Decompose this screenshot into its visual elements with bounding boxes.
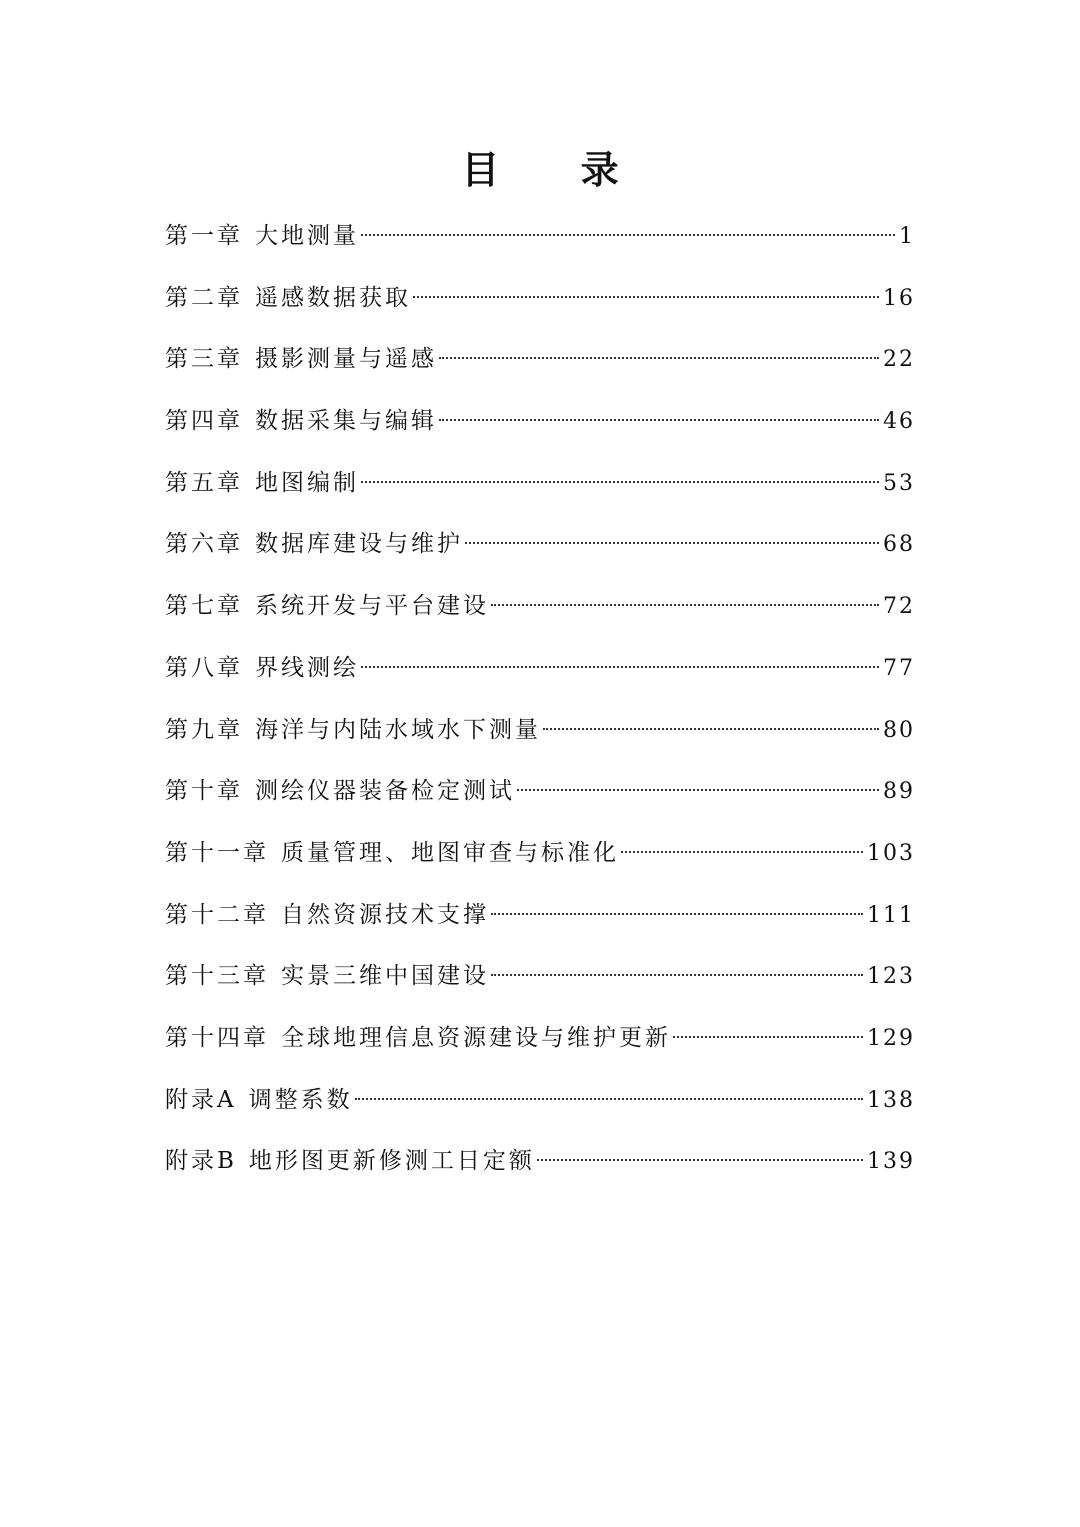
toc-chapter-number: 第二章 [165, 284, 243, 311]
toc-entry-label: 界线测绘 [255, 654, 359, 681]
toc-entry-label: 地图编制 [255, 469, 359, 496]
toc-entry[interactable] [165, 897, 915, 959]
toc-entry-label: 摄影测量与遥感 [255, 346, 437, 373]
dot-leader [361, 234, 895, 236]
toc-chapter-number: 附录A [165, 1086, 237, 1113]
toc-page-number: 1 [899, 224, 915, 249]
toc-entry-label: 全球地理信息资源建设与维护更新 [281, 1024, 671, 1051]
toc-entry-label: 调整系数 [248, 1086, 353, 1113]
dot-leader [491, 913, 863, 915]
toc-page-number: 77 [883, 655, 915, 681]
toc-chapter-number: 第五章 [165, 469, 243, 496]
toc-entry[interactable] [165, 712, 915, 774]
toc-page-number: 68 [883, 532, 915, 558]
toc-chapter-number: 第十章 [165, 778, 243, 805]
dot-leader [543, 728, 879, 730]
toc-chapter-number: 第九章 [165, 716, 243, 743]
toc-entry[interactable] [165, 835, 915, 897]
toc-chapter-number: 第十三章 [165, 963, 269, 990]
dot-leader [537, 1159, 863, 1161]
toc-entry[interactable] [165, 958, 915, 1020]
toc-chapter-number: 第八章 [165, 654, 243, 681]
dot-leader [491, 974, 863, 976]
toc-title: 目 录 [461, 148, 653, 192]
dot-leader [491, 604, 879, 606]
toc-entry-label: 系统开发与平台建设 [255, 593, 489, 620]
toc-entry[interactable] [165, 403, 915, 465]
toc-entry-label: 海洋与内陆水域水下测量 [255, 716, 541, 743]
dot-leader [439, 357, 879, 359]
toc-entry[interactable] [165, 588, 915, 650]
dot-leader [355, 1098, 863, 1100]
toc-chapter-number: 第十二章 [165, 901, 269, 928]
toc-page-number: 129 [867, 1025, 915, 1051]
toc-page-number: 123 [867, 964, 915, 990]
toc-chapter-number: 第四章 [165, 408, 243, 435]
toc-entry[interactable] [165, 1020, 915, 1082]
toc-page-number: 80 [883, 717, 915, 743]
toc-entry-label: 实景三维中国建设 [281, 963, 489, 990]
dot-leader [673, 1036, 863, 1038]
toc-page-number: 111 [867, 902, 915, 928]
toc-entry[interactable] [165, 1082, 915, 1144]
toc-entry-label: 数据库建设与维护 [255, 531, 463, 558]
toc-entry[interactable] [165, 465, 915, 527]
toc-entry-label: 测绘仪器装备检定测试 [255, 778, 515, 805]
dot-leader [361, 481, 879, 483]
toc-page-number: 89 [883, 779, 915, 805]
dot-leader [465, 542, 879, 544]
toc-page-number: 138 [867, 1087, 915, 1113]
toc-page-number: 103 [867, 840, 915, 866]
toc-entry[interactable] [165, 1143, 915, 1205]
toc-entry[interactable] [165, 341, 915, 403]
dot-leader [413, 296, 879, 298]
toc-chapter-number: 第十一章 [165, 839, 269, 866]
toc-chapter-number: 第七章 [165, 593, 243, 620]
toc-entry[interactable] [165, 218, 915, 280]
toc-chapter-number: 第三章 [165, 346, 243, 373]
toc-entry[interactable] [165, 280, 915, 342]
toc-chapter-number: 第六章 [165, 531, 243, 558]
dot-leader [439, 419, 879, 421]
toc-page-number: 16 [883, 285, 915, 311]
toc-list [165, 218, 915, 1205]
toc-entry-label: 地形图更新修测工日定额 [248, 1148, 535, 1175]
toc-entry-label: 自然资源技术支撑 [281, 901, 489, 928]
toc-chapter-number: 附录B [165, 1148, 237, 1175]
toc-page-number: 72 [883, 594, 915, 620]
toc-chapter-number: 第一章 [165, 223, 243, 249]
toc-entry-label: 数据采集与编辑 [255, 408, 437, 435]
toc-entry[interactable] [165, 650, 915, 712]
toc-entry-label: 遥感数据获取 [255, 284, 411, 311]
dot-leader [361, 666, 879, 668]
toc-page-number: 139 [867, 1149, 915, 1175]
toc-page-number: 53 [883, 470, 915, 496]
toc-page-number: 46 [883, 409, 915, 435]
toc-entry[interactable] [165, 773, 915, 835]
dot-leader [621, 851, 863, 853]
toc-entry-label: 质量管理、地图审查与标准化 [281, 839, 619, 866]
toc-entry[interactable] [165, 526, 915, 588]
dot-leader [517, 789, 879, 791]
toc-entry-label: 大地测量 [255, 223, 359, 249]
toc-page-number: 22 [883, 347, 915, 373]
toc-chapter-number: 第十四章 [165, 1024, 269, 1051]
